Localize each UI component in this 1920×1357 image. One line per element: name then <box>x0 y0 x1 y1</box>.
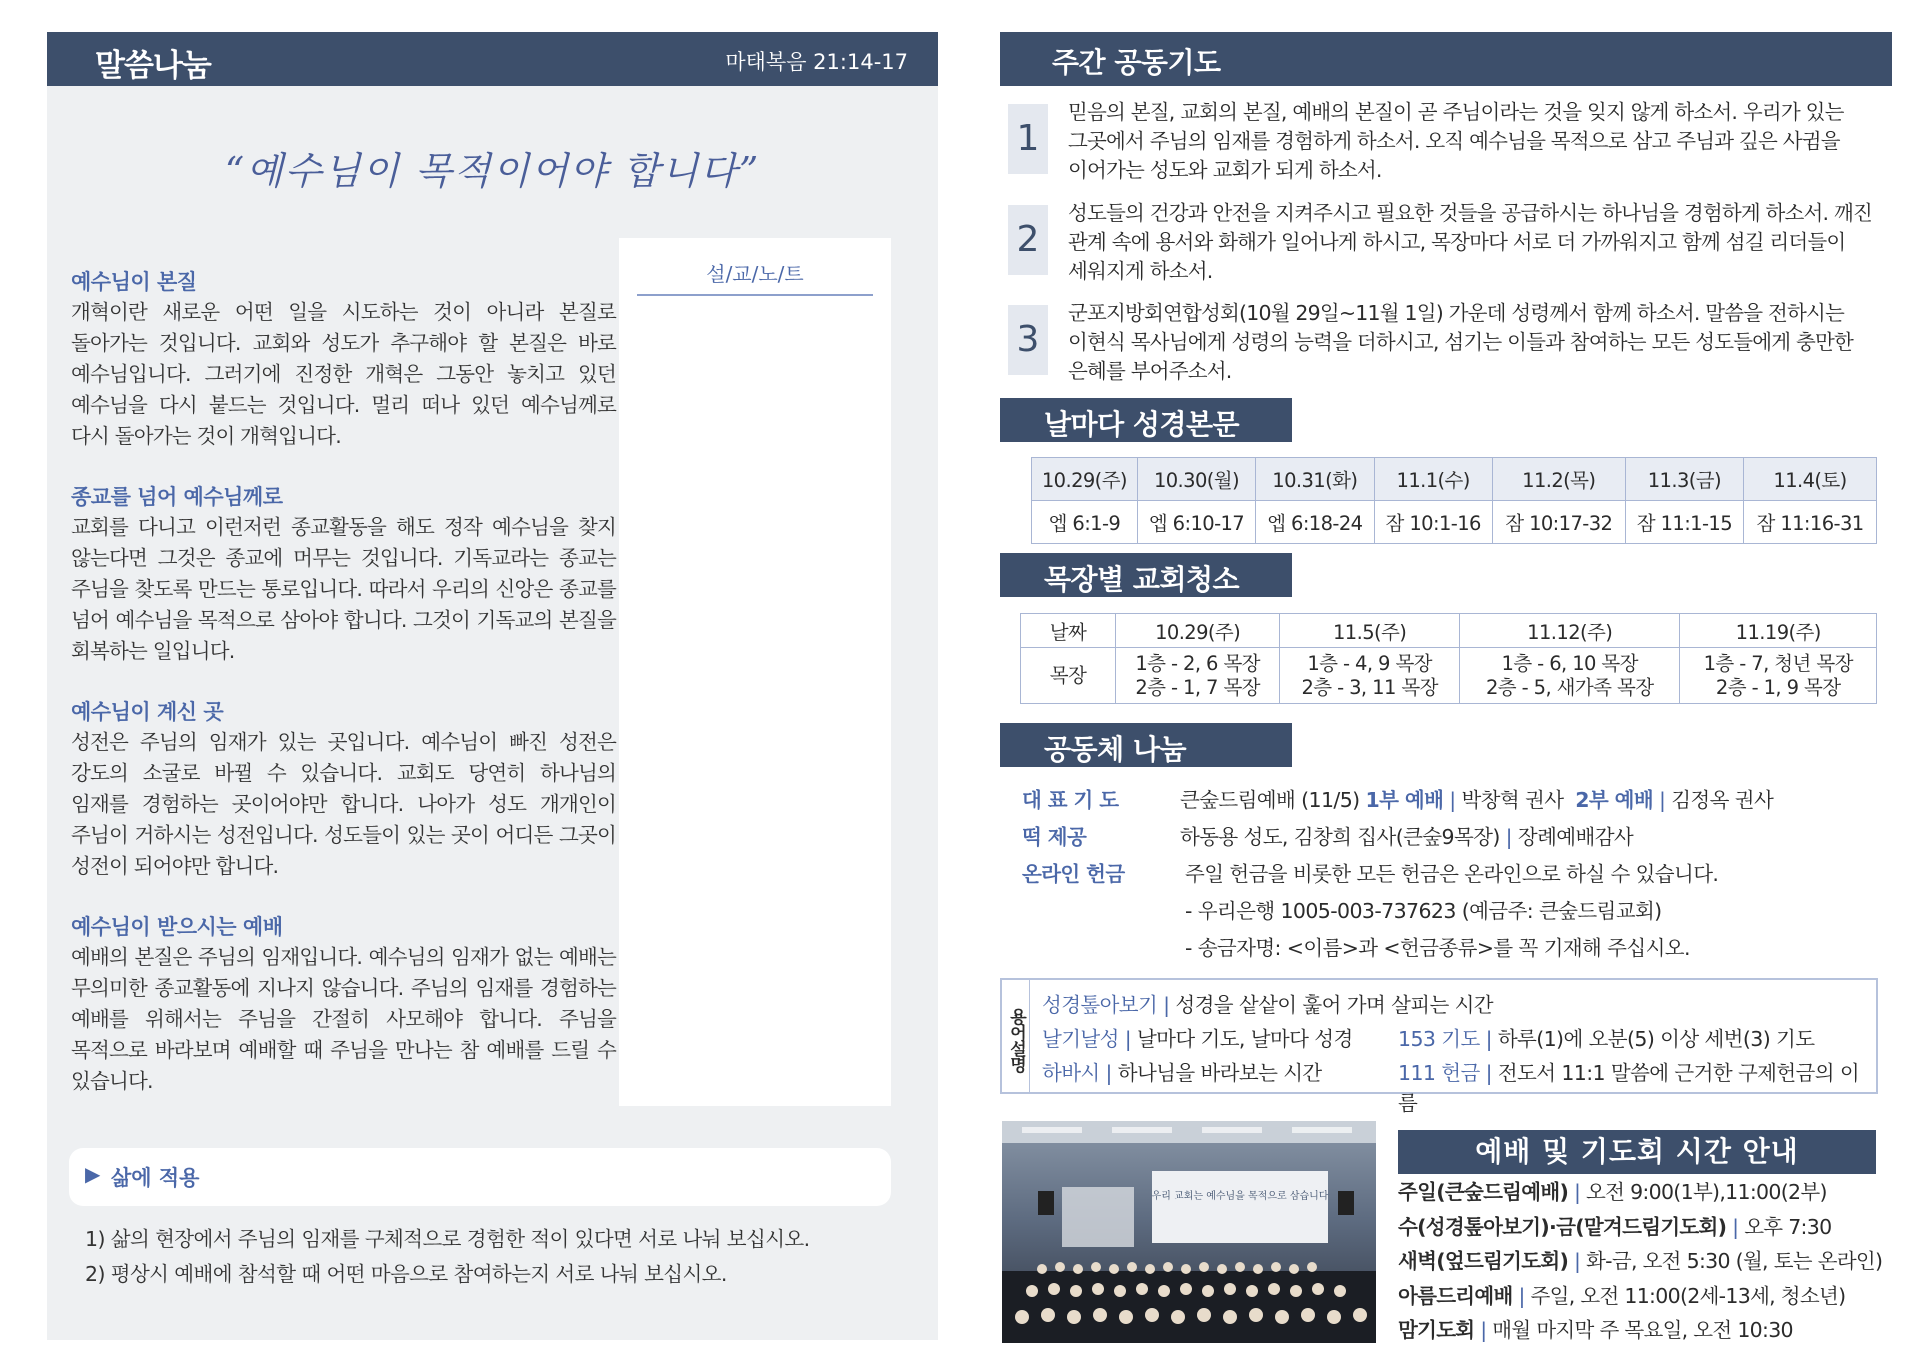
glossary-desc: 날마다 기도, 날마다 성경 <box>1136 1027 1353 1051</box>
date-cell: 11.5(주) <box>1280 614 1460 648</box>
congregation-photo <box>1002 1121 1376 1343</box>
divider: | <box>1658 788 1666 812</box>
prayer-text: 군포지방회연합성회(10월 29일~11월 1일) 가운데 성령께서 함께 하소서. 말씀을 전하시는 이현식 목사님에게 성령의 능력을 더하시고, 섬기는 이들과 참여하는 모든 성도들에게 충만한 은혜를 부어주소서. <box>1068 301 1853 383</box>
divider: | <box>1163 993 1170 1017</box>
online-bank-account: - 우리은행 1005-003-737623 (예금주: 큰숲드림교회) <box>1185 899 1662 923</box>
glossary-item <box>1398 1022 1814 1052</box>
table-row <box>1032 458 1877 501</box>
note-divider <box>637 294 873 296</box>
date-cell: 11.2(목) <box>1492 458 1625 501</box>
rice-cake-row <box>1022 820 1892 857</box>
assignment-cell <box>1680 648 1877 704</box>
glossary-item <box>1042 1022 1353 1052</box>
glossary-box <box>1000 978 1878 1115</box>
triangle-right-icon: ▶ <box>85 1162 101 1186</box>
section-heading: 예수님이 받으시는 예배 <box>71 915 283 939</box>
prayer-number: 2 <box>1008 205 1048 275</box>
worship-schedule-list <box>1398 1175 1882 1348</box>
table-row <box>1021 648 1877 704</box>
section-heading: 종교를 넘어 예수님께로 <box>71 485 283 509</box>
divider: | <box>1732 1214 1739 1239</box>
prayer-text: 성도들의 건강과 안전을 지켜주시고 필요한 것들을 공급하시는 하나님을 경험하게 하소서. 깨진 관계 속에 용서와 화해가 일어나게 하시고, 목장마다 서로 더 가까워지고 함께 섬길 리더들이 세워지게 하소서. <box>1068 201 1872 283</box>
floor1-assignment: 1층 - 2, 6 목장 <box>1135 651 1260 675</box>
glossary-desc: 전도서 11:1 말씀에 근거한 구제헌금의 이름 <box>1398 1061 1860 1115</box>
passage-cell: 엡 6:1-9 <box>1032 501 1138 544</box>
date-cell: 11.4(토) <box>1744 458 1877 501</box>
life-application-list <box>85 1222 810 1292</box>
section-heading: 예수님이 계신 곳 <box>71 700 224 724</box>
online-note-row <box>1022 931 1892 968</box>
rice-cake-givers: 하동용 성도, 김창희 집사(큰숲9목장) <box>1180 825 1500 849</box>
worship-time: 오전 9:00(1부),11:00(2부) <box>1586 1180 1827 1204</box>
date-cell: 11.12(주) <box>1460 614 1680 648</box>
glossary-desc: 성경을 샅샅이 훑어 가며 살피는 시간 <box>1175 993 1494 1017</box>
assignment-cell <box>1460 648 1680 704</box>
community-sharing <box>1022 783 1892 968</box>
first-service-label: 1부 예배 <box>1365 788 1444 812</box>
online-offering-text: 주일 헌금을 비롯한 모든 헌금은 온라인으로 하실 수 있습니다. <box>1185 862 1719 886</box>
divider: | <box>1518 1283 1525 1308</box>
glossary-desc: 하나님을 바라보는 시간 <box>1117 1061 1322 1085</box>
worship-name: 아름드리예배 <box>1398 1283 1513 1308</box>
assignment-cell <box>1280 648 1460 704</box>
glossary-term: 153 기도 <box>1398 1027 1480 1051</box>
daily-bible-header <box>1000 398 1292 442</box>
rep-prayer-service: 큰숲드림예배 (11/5) <box>1180 788 1360 812</box>
section-body: 성전은 주님의 임재가 있는 곳입니다. 예수님이 빠진 성전은 강도의 소굴로 바뀔 수 있습니다. 교회도 당연히 하나님의 임재를 경험하는 곳이어야만 합니다. 나아가 성도 개개인이 주님이 거하시는 성전입니다. 성도들이 있는 곳이 어디든 그곳이 성전이 되어야만 합니다. <box>71 730 616 878</box>
online-offering-row <box>1022 857 1892 894</box>
passage-cell: 엡 6:10-17 <box>1137 501 1255 544</box>
congregation-photo-image <box>1002 1121 1376 1343</box>
daily-bible-title: 날마다 성경본문 <box>1044 408 1240 441</box>
divider: | <box>1449 788 1456 812</box>
life-application-box <box>69 1148 891 1206</box>
worship-time: 오후 7:30 <box>1744 1214 1832 1239</box>
floor1-assignment: 1층 - 6, 10 목장 <box>1501 651 1638 675</box>
divider: | <box>1574 1180 1581 1204</box>
online-sender-note: - 송금자명: <이름>과 <헌금종류>를 꼭 기재해 주십시오. <box>1185 936 1690 960</box>
divider: | <box>1124 1027 1132 1051</box>
divider: | <box>1105 1061 1112 1085</box>
date-cell: 10.29(주) <box>1032 458 1138 501</box>
sermon-section <box>71 268 616 452</box>
note-title: 설/교/노/트 <box>706 262 804 286</box>
floor2-assignment: 2층 - 1, 9 목장 <box>1715 675 1841 699</box>
online-bank-row <box>1022 894 1892 931</box>
online-offering-label: 온라인 헌금 <box>1022 862 1125 886</box>
table-row <box>1021 614 1877 648</box>
floor1-assignment: 1층 - 4, 9 목장 <box>1307 651 1432 675</box>
divider: | <box>1574 1249 1581 1273</box>
worship-time: 주일, 오전 11:00(2세-13세, 청소년) <box>1530 1283 1846 1308</box>
prayer-number: 3 <box>1008 305 1048 375</box>
date-cell: 11.3(금) <box>1625 458 1743 501</box>
daily-bible-table <box>1031 457 1877 544</box>
group-label-cell: 목장 <box>1021 648 1116 704</box>
life-application-label: 삶에 적용 <box>111 1166 200 1190</box>
glossary-label: 용어설명 <box>1002 980 1030 1092</box>
worship-item <box>1398 1210 1882 1245</box>
glossary-term: 하바시 <box>1042 1061 1100 1085</box>
passage-cell: 잠 10:17-32 <box>1492 501 1625 544</box>
sermon-note-box[interactable] <box>619 238 891 1106</box>
cleaning-header <box>1000 553 1292 597</box>
passage-cell: 엡 6:18-24 <box>1256 501 1374 544</box>
rep-prayer-value <box>1180 783 1773 813</box>
divider: | <box>1505 825 1512 849</box>
sermon-section <box>71 698 616 882</box>
glossary-item <box>1398 1056 1876 1116</box>
community-header <box>1000 723 1292 767</box>
worship-schedule-header: 예배 및 기도회 시간 안내 <box>1398 1130 1876 1174</box>
glossary-item <box>1042 1056 1322 1086</box>
divider: | <box>1485 1027 1492 1051</box>
worship-name: 맘기도회 <box>1398 1318 1475 1342</box>
weekly-prayer-title: 주간 공동기도 <box>1052 46 1221 79</box>
weekly-prayer-header <box>1000 32 1892 86</box>
worship-item <box>1398 1279 1882 1314</box>
worship-item <box>1398 1244 1882 1279</box>
glossary-desc: 하루(1)에 오분(5) 이상 세번(3) 기도 <box>1497 1027 1815 1051</box>
worship-name: 새벽(엎드림기도회) <box>1398 1249 1569 1273</box>
glossary-term: 성경톺아보기 <box>1042 993 1158 1017</box>
date-cell: 10.31(화) <box>1256 458 1374 501</box>
second-service-label: 2부 예배 <box>1575 788 1654 812</box>
scripture-reference: 마태복음 21:14-17 <box>725 50 908 74</box>
prayer-number: 1 <box>1008 104 1048 174</box>
date-cell: 10.30(월) <box>1137 458 1255 501</box>
divider: | <box>1485 1061 1492 1085</box>
assignment-cell <box>1116 648 1280 704</box>
glossary-term: 날기날성 <box>1042 1027 1119 1051</box>
glossary-item <box>1042 988 1493 1018</box>
date-cell: 11.19(주) <box>1680 614 1877 648</box>
worship-time: 매월 마지막 주 목요일, 오전 10:30 <box>1492 1318 1793 1342</box>
passage-cell: 잠 10:1-16 <box>1374 501 1492 544</box>
worship-name: 수(성경톺아보기)·금(맡겨드림기도회) <box>1398 1214 1727 1239</box>
sermon-header <box>47 32 938 86</box>
photo-banner-text: 우리 교회는 예수님을 목적으로 삼습니다 <box>1151 1191 1329 1202</box>
rice-cake-value <box>1180 820 1633 850</box>
worship-item <box>1398 1175 1882 1210</box>
prayer-text: 믿음의 본질, 교회의 본질, 예배의 본질이 곧 주님이라는 것을 잊지 않게 하소서. 우리가 있는 그곳에서 주님의 임재를 경험하게 하소서. 오직 예수님을 목적으로 삼고 주님과 깊은 사귐을 이어가는 성도와 교회가 되게 하소서. <box>1068 100 1844 182</box>
application-item: 1) 삶의 현장에서 주님의 임재를 구체적으로 경험한 적이 있다면 서로 나눠 보십시오. <box>85 1227 810 1251</box>
sermon-section <box>71 913 616 1097</box>
date-label-cell: 날짜 <box>1021 614 1116 648</box>
sermon-header-title: 말씀나눔 <box>95 48 211 84</box>
section-heading: 예수님이 본질 <box>71 270 197 294</box>
cleaning-table <box>1020 613 1877 704</box>
glossary-term: 111 헌금 <box>1398 1061 1480 1085</box>
floor2-assignment: 2층 - 3, 11 목장 <box>1301 675 1438 699</box>
community-title: 공동체 나눔 <box>1044 733 1186 766</box>
section-body: 예배의 본질은 주님의 임재입니다. 예수님의 임재가 없는 예배는 무의미한 종교활동에 지나지 않습니다. 주님의 임재를 경험하는 예배를 위해서는 주님을 간절히 사모해야 합니다. 주님을 목적으로 바라보며 예배할 때 주님을 만나는 참 예배를 드릴 수 있습니다. <box>71 945 616 1093</box>
passage-cell: 잠 11:16-31 <box>1744 501 1877 544</box>
divider: | <box>1480 1318 1487 1342</box>
worship-name: 주일(큰숲드림예배) <box>1398 1180 1569 1204</box>
sermon-section <box>71 483 616 667</box>
date-cell: 11.1(수) <box>1374 458 1492 501</box>
floor1-assignment: 1층 - 7, 청년 목장 <box>1703 651 1853 675</box>
floor2-assignment: 2층 - 1, 7 목장 <box>1135 675 1260 699</box>
rep-prayer-row <box>1022 783 1892 820</box>
section-body: 개혁이란 새로운 어떤 일을 시도하는 것이 아니라 본질로 돌아가는 것입니다. 교회와 성도가 추구해야 할 본질은 바로 예수님입니다. 그러기에 진정한 개혁은 그동안 놓치고 있던 예수님을 다시 붙드는 것입니다. 멀리 떠나 있던 예수님께로 다시 돌아가는 것이 개혁입니다. <box>71 300 616 448</box>
sermon-title: “예수님이 목적이어야 합니다” <box>224 149 761 193</box>
application-item: 2) 평상시 예배에 참석할 때 어떤 마음으로 참여하는지 서로 나눠 보십시오. <box>85 1262 727 1286</box>
cleaning-title: 목장별 교회청소 <box>1044 563 1240 596</box>
worship-item <box>1398 1313 1882 1348</box>
rep-prayer-label: 대 표 기 도 <box>1022 788 1119 812</box>
sermon-body <box>71 268 616 1128</box>
first-service-name: 박창혁 권사 <box>1461 788 1564 812</box>
sermon-panel <box>47 32 938 1340</box>
worship-time: 화-금, 오전 5:30 (월, 토는 온라인) <box>1586 1249 1883 1273</box>
passage-cell: 잠 11:1-15 <box>1625 501 1743 544</box>
second-service-name: 김정옥 권사 <box>1671 788 1774 812</box>
rice-cake-label: 떡 제공 <box>1022 825 1087 849</box>
section-body: 교회를 다니고 이런저런 종교활동을 해도 정작 예수님을 찾지 않는다면 그것은 종교에 머무는 것입니다. 기독교라는 종교는 주님을 찾도록 만드는 통로입니다. 따라서 우리의 신앙은 종교를 넘어 예수님을 목적으로 삼아야 합니다. 그것이 기독교의 본질을 회복하는 일입니다. <box>71 515 616 663</box>
date-cell: 10.29(주) <box>1116 614 1280 648</box>
floor2-assignment: 2층 - 5, 새가족 목장 <box>1485 675 1654 699</box>
table-row <box>1032 501 1877 544</box>
rice-cake-reason: 장례예배감사 <box>1517 825 1634 849</box>
